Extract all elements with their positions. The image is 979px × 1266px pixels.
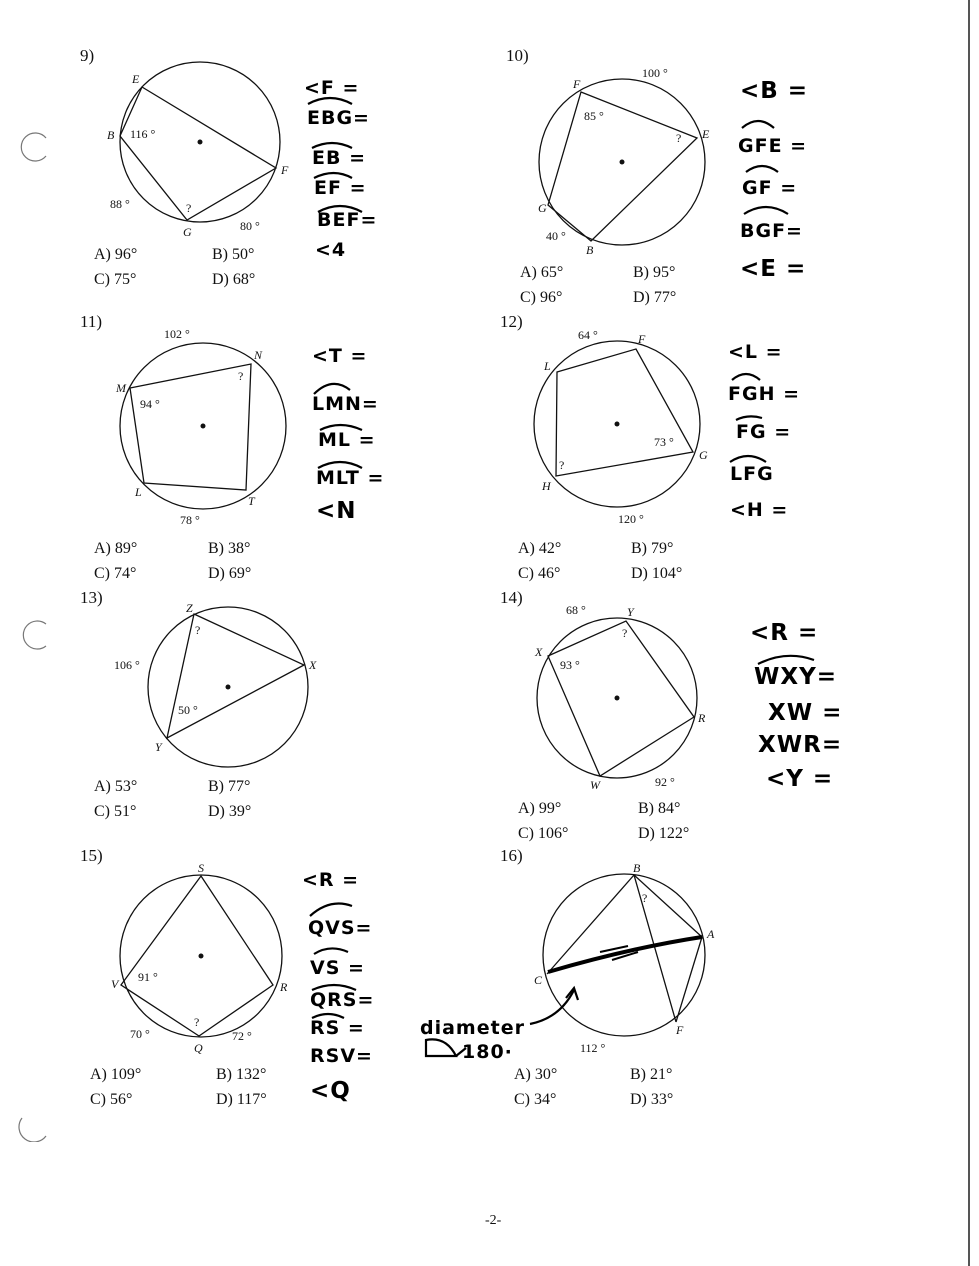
svg-text:T: T [248, 494, 255, 508]
svg-text:88 °: 88 ° [110, 197, 130, 211]
svg-text:<T =: <T = [312, 345, 368, 367]
svg-text:S: S [198, 861, 204, 875]
svg-text:F: F [281, 163, 289, 177]
svg-text:G: G [183, 225, 192, 239]
svg-text:73 °: 73 ° [654, 435, 674, 449]
svg-text:?: ? [195, 623, 201, 637]
svg-text:40 °: 40 ° [546, 229, 566, 243]
problem-16-figure [543, 874, 705, 1036]
svg-text:Z: Z [186, 601, 193, 615]
svg-text:<L =: <L = [728, 341, 783, 363]
svg-text:X: X [309, 658, 317, 672]
svg-text:QVS=: QVS= [308, 917, 373, 939]
problem-15-number: 15) [80, 846, 103, 865]
problem-13-figure [148, 607, 308, 767]
svg-text:R: R [698, 711, 706, 725]
svg-text:<E =: <E = [740, 256, 807, 282]
svg-text:LMN=: LMN= [312, 393, 379, 415]
svg-text:XWR=: XWR= [758, 732, 843, 758]
svg-text:<R =: <R = [302, 869, 360, 891]
svg-text:<R =: <R = [750, 620, 819, 646]
svg-text:<B =: <B = [740, 78, 809, 104]
svg-text:F: F [676, 1023, 684, 1037]
handwriting-12 [728, 341, 800, 521]
svg-text:64 °: 64 ° [578, 328, 598, 342]
problem-12-figure [534, 341, 700, 507]
handwriting-9 [304, 77, 377, 261]
page-number: -2- [485, 1213, 502, 1228]
svg-text:<F =: <F = [304, 77, 360, 99]
svg-text:EF =: EF = [314, 177, 367, 199]
handwriting-10 [738, 78, 808, 282]
svg-text:GF =: GF = [742, 177, 798, 199]
handwriting-14 [750, 620, 842, 792]
svg-text:V: V [111, 977, 119, 991]
svg-text:QRS=: QRS= [310, 989, 375, 1011]
svg-text:A: A [707, 927, 715, 941]
svg-text:L: L [135, 485, 142, 499]
svg-text:116 °: 116 ° [130, 127, 156, 141]
svg-text:50 °: 50 ° [178, 703, 198, 717]
svg-text:100 °: 100 ° [642, 66, 668, 80]
problem-11-figure [120, 343, 286, 509]
svg-text:106 °: 106 ° [114, 658, 140, 672]
svg-text:?: ? [194, 1015, 200, 1029]
svg-text:78 °: 78 ° [180, 513, 200, 527]
svg-text:72 °: 72 ° [232, 1029, 252, 1043]
svg-text:102 °: 102 ° [164, 327, 190, 341]
svg-text:VS =: VS = [310, 957, 365, 979]
svg-text:RS =: RS = [310, 1017, 365, 1039]
svg-text:?: ? [559, 458, 565, 472]
svg-text:G: G [538, 201, 547, 215]
svg-text:<4: <4 [315, 239, 347, 261]
svg-text:<Y =: <Y = [766, 766, 834, 792]
svg-text:?: ? [238, 369, 244, 383]
svg-text:<N: <N [316, 498, 357, 524]
svg-text:B: B [586, 243, 594, 257]
svg-text:MLT =: MLT = [316, 467, 385, 489]
svg-text:ML =: ML = [318, 429, 376, 451]
svg-text:RSV=: RSV= [310, 1045, 373, 1067]
svg-text:112 °: 112 ° [580, 1041, 606, 1055]
svg-text:EBG=: EBG= [307, 107, 370, 129]
svg-text:68 °: 68 ° [566, 603, 586, 617]
svg-text:EB =: EB = [312, 147, 366, 169]
svg-text:LFG: LFG [730, 463, 774, 485]
svg-text:<Q: <Q [310, 1078, 351, 1104]
handwriting-15 [302, 869, 374, 1104]
svg-text:Y: Y [155, 740, 162, 754]
problem-10-number: 10) [506, 46, 529, 65]
svg-text:70 °: 70 ° [130, 1027, 150, 1041]
problem-16-number: 16) [500, 846, 523, 865]
svg-text:G: G [699, 448, 708, 462]
problem-11-number: 11) [80, 312, 103, 331]
svg-text:WXY=: WXY= [754, 664, 838, 690]
svg-text:M: M [116, 381, 126, 395]
svg-text:?: ? [676, 131, 682, 145]
svg-text:F: F [638, 332, 646, 346]
svg-text:GFE =: GFE = [738, 135, 808, 157]
svg-text:94 °: 94 ° [140, 397, 160, 411]
svg-text:B: B [107, 128, 115, 142]
svg-text:BGF=: BGF= [740, 220, 803, 242]
svg-text:80 °: 80 ° [240, 219, 260, 233]
svg-text:180·: 180· [462, 1041, 513, 1063]
svg-text:E: E [702, 127, 710, 141]
problem-10-figure [539, 79, 705, 245]
svg-text:93 °: 93 ° [560, 658, 580, 672]
svg-text:FG =: FG = [736, 421, 792, 443]
problem-14-number: 14) [500, 588, 523, 607]
problem-12-number: 12) [500, 312, 523, 331]
problem-15-figure [120, 875, 282, 1037]
svg-text:<H =: <H = [730, 499, 789, 521]
svg-text:BEF=: BEF= [317, 209, 378, 231]
svg-text:B: B [633, 861, 641, 875]
svg-text:W: W [590, 778, 600, 792]
svg-text:?: ? [622, 626, 628, 640]
problem-13-number: 13) [80, 588, 103, 607]
svg-text:92 °: 92 ° [655, 775, 675, 789]
svg-text:X: X [535, 645, 543, 659]
svg-text:FGH =: FGH = [728, 383, 801, 405]
svg-text:E: E [132, 72, 140, 86]
handwriting-16 [420, 937, 702, 1063]
svg-text:120 °: 120 ° [618, 512, 644, 526]
problem-9-figure [120, 62, 280, 222]
svg-text:N: N [254, 348, 263, 362]
handwriting-11 [312, 345, 384, 524]
svg-text:Y: Y [627, 605, 634, 619]
problem-14-figure [537, 618, 697, 778]
svg-text:91 °: 91 ° [138, 970, 158, 984]
svg-text:C: C [534, 973, 543, 987]
svg-text:?: ? [642, 891, 648, 905]
svg-text:L: L [544, 359, 551, 373]
svg-text:?: ? [186, 201, 192, 215]
svg-text:Q: Q [194, 1041, 203, 1055]
svg-text:diameter: diameter [420, 1017, 525, 1039]
svg-text:H: H [542, 479, 551, 493]
problem-9-number: 9) [80, 46, 95, 65]
svg-text:85 °: 85 ° [584, 109, 604, 123]
svg-text:R: R [280, 980, 288, 994]
svg-text:F: F [573, 77, 581, 91]
svg-text:XW =: XW = [768, 700, 843, 726]
